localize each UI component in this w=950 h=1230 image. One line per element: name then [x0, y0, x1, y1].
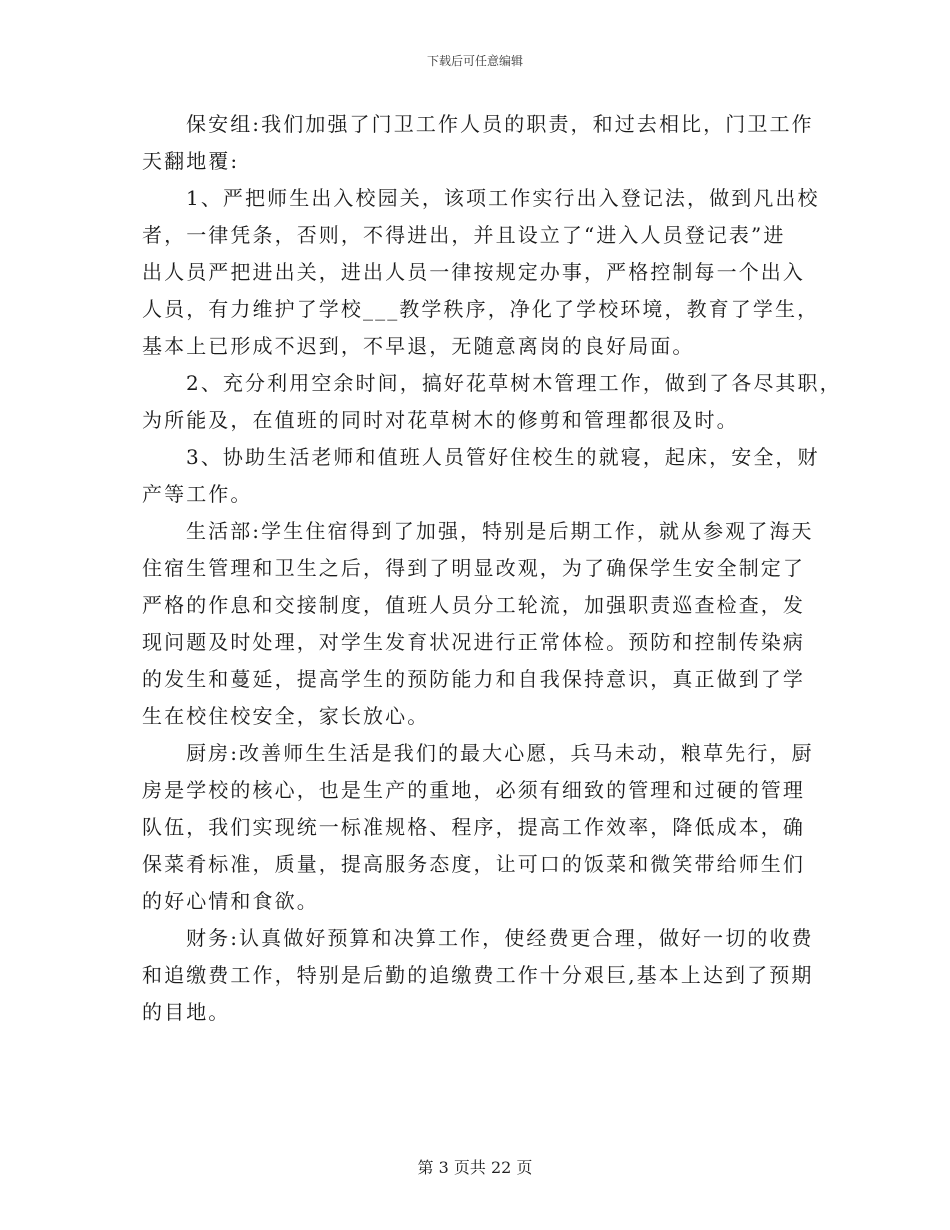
paragraph-item3-line: 产等工作。 — [142, 482, 253, 506]
paragraph-finance-line: 的目地。 — [142, 1000, 231, 1024]
paragraph-living-line: 的发生和蔓延，提高学生的预防能力和自我保持意识，真正做到了学 — [142, 667, 805, 691]
paragraph-kitchen-line: 队伍，我们实现统一标准规格、程序，提高工作效率，降低成本，确 — [142, 815, 805, 839]
paragraph-security-line: 天翻地覆: — [142, 149, 240, 173]
paragraph-kitchen-line: 房是学校的核心，也是生产的重地，必须有细致的管理和过硬的管理 — [142, 778, 805, 802]
paragraph-item1-line: 出人员严把进出关，进出人员一律按规定办事，严格控制每一个出入 — [142, 260, 805, 284]
paragraph-living-line: 现问题及时处理，对学生发育状况进行正常体检。预防和控制传染病 — [142, 630, 805, 654]
paragraph-item1-line: 1、严把师生出入校园关，该项工作实行出入登记法，做到凡出校 — [186, 186, 820, 210]
page-header-note: 下载后可任意编辑 — [426, 54, 523, 68]
paragraph-item2-line: 为所能及，在值班的同时对花草树木的修剪和管理都很及时。 — [142, 408, 739, 432]
paragraph-kitchen-line: 厨房:改善师生生活是我们的最大心愿，兵马未动，粮草先行，厨 — [186, 741, 814, 765]
paragraph-item3-line: 3、协助生活老师和值班人员管好住校生的就寝，起床，安全，财 — [186, 445, 820, 469]
paragraph-item1-line: 者，一律凭条，否则，不得进出，并且设立了“进入人员登记表”进 — [142, 223, 786, 247]
paragraph-kitchen-line: 的好心情和食欲。 — [142, 889, 319, 913]
paragraph-finance-line: 财务:认真做好预算和决算工作，使经费更合理，做好一切的收费 — [186, 926, 814, 950]
page-number-footer: 第 3 页共 22 页 — [417, 1158, 533, 1177]
paragraph-living-line: 生在校住校安全，家长放心。 — [142, 704, 430, 728]
paragraph-security-line: 保安组:我们加强了门卫工作人员的职责，和过去相比，门卫工作 — [186, 112, 814, 136]
paragraph-living-line: 生活部:学生住宿得到了加强，特别是后期工作，就从参观了海天 — [186, 519, 814, 543]
paragraph-kitchen-line: 保菜肴标准，质量，提高服务态度，让可口的饭菜和微笑带给师生们 — [142, 852, 805, 876]
paragraph-living-line: 严格的作息和交接制度，值班人员分工轮流，加强职责巡查检查，发 — [142, 593, 805, 617]
paragraph-item2-line: 2、充分利用空余时间，搞好花草树木管理工作，做到了各尽其职， — [186, 371, 842, 395]
paragraph-item1-line: 基本上已形成不迟到，不早退，无随意离岗的良好局面。 — [142, 334, 695, 358]
paragraph-item1-line: 人员，有力维护了学校___教学秩序，净化了学校环境，教育了学生， — [142, 297, 820, 321]
paragraph-living-line: 住宿生管理和卫生之后，得到了明显改观，为了确保学生安全制定了 — [142, 556, 805, 580]
document-body — [142, 106, 842, 1031]
paragraph-finance-line: 和追缴费工作，特别是后勤的追缴费工作十分艰巨,基本上达到了预期 — [142, 963, 814, 987]
